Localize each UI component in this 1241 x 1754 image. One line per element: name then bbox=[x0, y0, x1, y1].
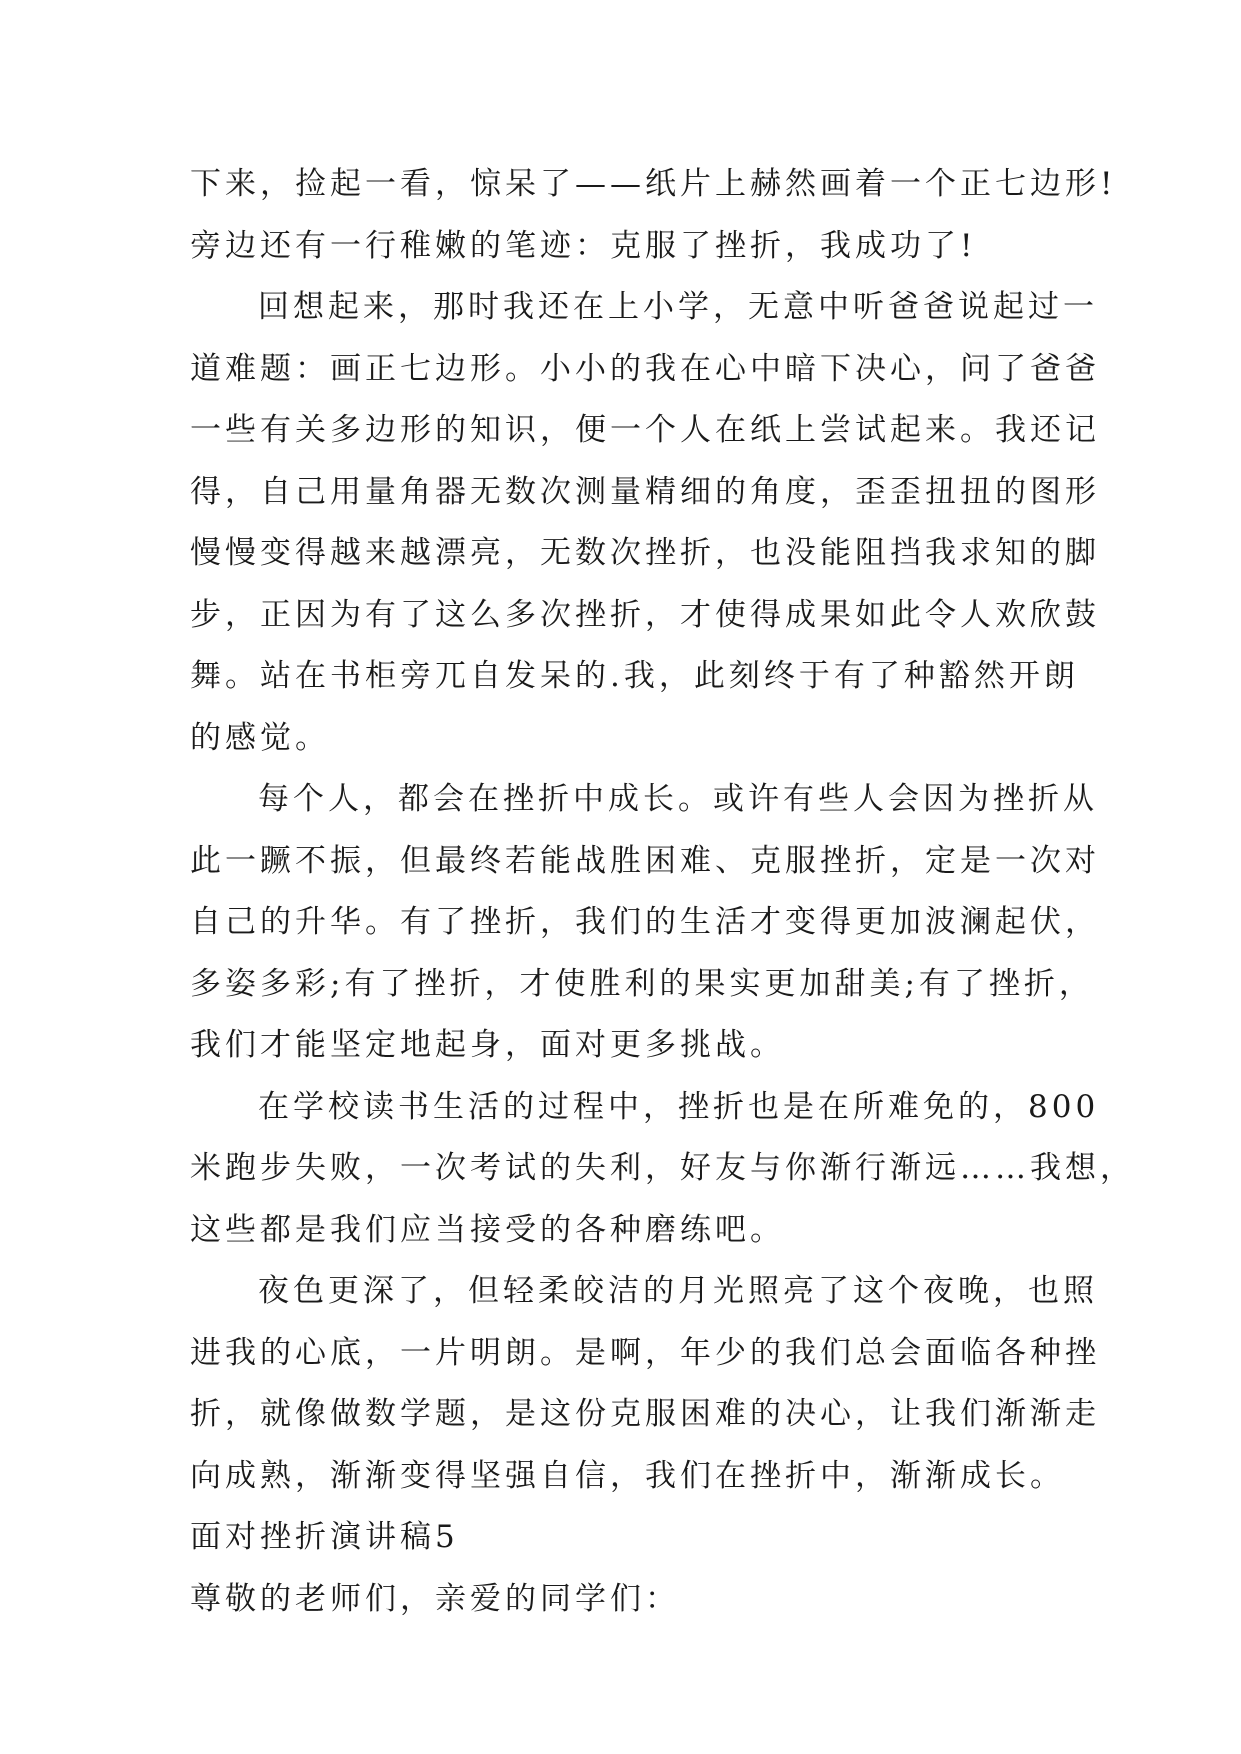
salutation-line: 尊敬的老师们，亲爱的同学们： bbox=[190, 1580, 680, 1617]
text-line: 步，正因为有了这么多次挫折，才使得成果如此令人欢欣鼓 bbox=[190, 596, 1100, 633]
paragraph-start-line: 每个人，都会在挫折中成长。或许有些人会因为挫折从 bbox=[258, 781, 1098, 817]
text-line: 的感觉。 bbox=[190, 719, 330, 756]
text-line: 折，就像做数学题，是这份克服困难的决心，让我们渐渐走 bbox=[190, 1396, 1100, 1432]
text-line: 慢慢变得越来越漂亮，无数次挫折，也没能阻挡我求知的脚 bbox=[190, 535, 1100, 571]
document-body bbox=[190, 154, 1135, 1630]
text-line: 自己的升华。有了挫折，我们的生活才变得更加波澜起伏， bbox=[190, 904, 1100, 940]
text-line: 我们才能坚定地起身，面对更多挑战。 bbox=[190, 1027, 785, 1063]
text-line: 进我的心底，一片明朗。是啊，年少的我们总会面临各种挫 bbox=[190, 1334, 1100, 1371]
paragraph-start-line: 回想起来，那时我还在上小学，无意中听爸爸说起过一 bbox=[258, 289, 1098, 325]
text-line: 米跑步失败，一次考试的失利，好友与你渐行渐远……我想， bbox=[190, 1150, 1135, 1186]
text-line: 道难题：画正七边形。小小的我在心中暗下决心，问了爸爸 bbox=[190, 350, 1100, 387]
section-heading: 面对挫折演讲稿5 bbox=[190, 1519, 459, 1555]
text-line: 这些都是我们应当接受的各种磨练吧。 bbox=[190, 1211, 785, 1248]
paragraph-start-line: 夜色更深了，但轻柔皎洁的月光照亮了这个夜晚，也照 bbox=[258, 1273, 1098, 1309]
text-line: 向成熟，渐渐变得坚强自信，我们在挫折中，渐渐成长。 bbox=[190, 1457, 1065, 1494]
text-line: 此一蹶不振，但最终若能战胜困难、克服挫折，定是一次对 bbox=[190, 842, 1100, 879]
text-line: 一些有关多边形的知识，便一个人在纸上尝试起来。我还记 bbox=[190, 412, 1100, 448]
text-line: 多姿多彩;有了挫折，才使胜利的果实更加甜美;有了挫折， bbox=[190, 965, 1094, 1002]
text-line: 得，自己用量角器无数次测量精细的角度，歪歪扭扭的图形 bbox=[190, 473, 1100, 510]
text-line: 下来，捡起一看，惊呆了——纸片上赫然画着一个正七边形! bbox=[190, 166, 1117, 202]
text-line: 旁边还有一行稚嫩的笔迹：克服了挫折，我成功了! bbox=[190, 227, 977, 264]
text-line: 舞。站在书柜旁兀自发呆的.我，此刻终于有了种豁然开朗 bbox=[190, 658, 1079, 694]
paragraph-start-line: 在学校读书生活的过程中，挫折也是在所难免的，800 bbox=[258, 1088, 1100, 1125]
